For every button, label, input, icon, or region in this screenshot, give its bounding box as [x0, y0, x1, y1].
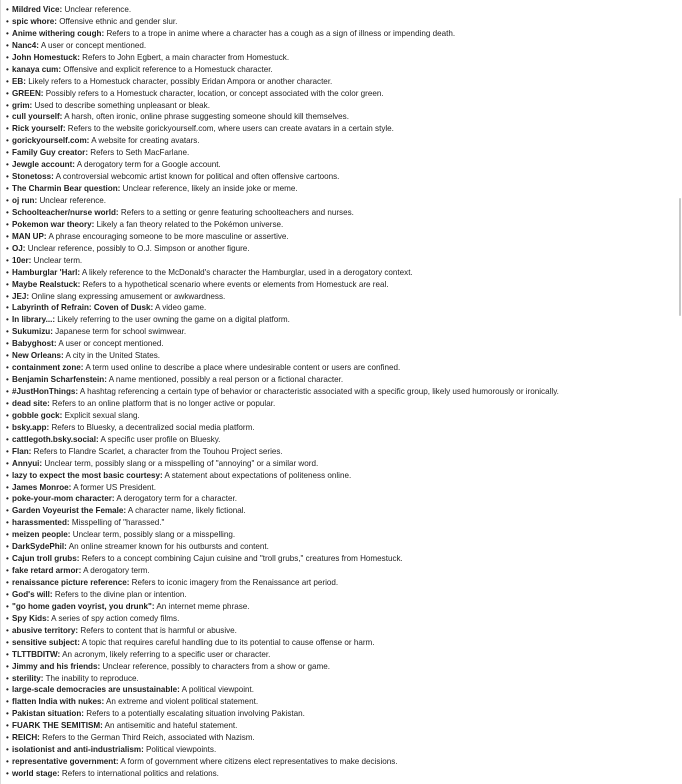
bullet-icon: •: [6, 28, 9, 38]
glossary-term: DarkSydePhil:: [12, 542, 67, 552]
glossary-term: Flan:: [12, 446, 32, 456]
bullet-icon: •: [6, 5, 9, 14]
glossary-definition: Unclear reference.: [64, 5, 132, 14]
glossary-item: [6, 76, 674, 88]
bullet-icon: •: [6, 196, 9, 205]
bullet-icon: •: [6, 554, 9, 564]
bullet-icon: •: [6, 625, 9, 635]
glossary-item: [6, 326, 674, 338]
bullet-icon: •: [6, 16, 9, 26]
bullet-icon: •: [6, 303, 9, 313]
glossary-definition: Refers to an online platform that is no longer active or popular.: [52, 398, 276, 408]
bullet-icon: •: [6, 339, 9, 349]
glossary-definition: A topic that requires careful handling due to its potential to cause offense or harm.: [81, 637, 375, 647]
glossary-definition: An internet meme phrase.: [156, 601, 250, 611]
glossary-definition: A name mentioned, possibly a real person or a fictional character.: [108, 375, 344, 385]
glossary-term: In library...:: [12, 315, 56, 325]
bullet-icon: •: [6, 745, 9, 755]
glossary-item: [6, 386, 674, 398]
glossary-term: EB:: [12, 76, 26, 86]
glossary-definition: Political viewpoints.: [146, 745, 217, 755]
bullet-icon: •: [6, 769, 9, 778]
glossary-item: [6, 446, 674, 458]
glossary-item: [6, 243, 674, 255]
scrollbar-thumb[interactable]: [679, 198, 681, 316]
bullet-icon: •: [6, 255, 9, 265]
glossary-item: [6, 147, 674, 159]
glossary-item: [6, 350, 674, 362]
bullet-icon: •: [6, 470, 9, 480]
bullet-icon: •: [6, 494, 9, 504]
glossary-item: [6, 529, 674, 541]
glossary-item: [6, 637, 674, 649]
glossary-item: [6, 684, 674, 696]
glossary-term: 10er:: [12, 255, 32, 265]
glossary-term: Maybe Realstuck:: [12, 279, 81, 289]
glossary-item: [6, 505, 674, 517]
bullet-icon: •: [6, 315, 9, 325]
glossary-item: [6, 362, 674, 374]
glossary-definition: Online slang expressing amusement or awkwardness.: [31, 291, 226, 301]
glossary-item: [6, 40, 674, 52]
bullet-icon: •: [6, 637, 9, 647]
bullet-icon: •: [6, 351, 9, 361]
glossary-term: kanaya cum:: [12, 64, 62, 74]
bullet-icon: •: [6, 40, 9, 50]
glossary-definition: Misspelling of "harassed.": [71, 518, 165, 528]
glossary-item: [6, 231, 674, 243]
glossary-definition: Used to describe something unpleasant or bleak.: [34, 100, 210, 110]
glossary-definition: A former US President.: [73, 482, 156, 492]
bullet-icon: •: [6, 673, 9, 683]
glossary-definition: A specific user profile on Bluesky.: [100, 434, 221, 444]
glossary-term: JEJ:: [12, 291, 30, 301]
glossary-definition: Refers to international politics and relations.: [61, 769, 219, 778]
glossary-term: gobble gock:: [12, 410, 63, 420]
glossary-definition: Likely a fan theory related to the Pokémon universe.: [96, 219, 284, 229]
glossary-term: Jimmy and his friends:: [12, 661, 101, 671]
bullet-icon: •: [6, 482, 9, 492]
glossary-item: [6, 613, 674, 625]
glossary-definition: Unclear term, possibly slang or a misspelling.: [72, 530, 236, 540]
glossary-definition: A term used online to describe a place where undesirable content or users are confined.: [85, 363, 401, 373]
glossary-definition: Refers to content that is harmful or abusive.: [80, 625, 237, 635]
glossary-definition: A political viewpoint.: [181, 685, 255, 695]
glossary-item: [6, 565, 674, 577]
bullet-icon: •: [6, 697, 9, 707]
bullet-icon: •: [6, 52, 9, 62]
glossary-term: isolationist and anti-industrialism:: [12, 745, 144, 755]
glossary-term: representative government:: [12, 757, 119, 767]
bullet-icon: •: [6, 733, 9, 743]
glossary-definition: Unclear reference, likely an inside joke or meme.: [122, 184, 298, 194]
glossary-item: [6, 482, 674, 494]
glossary-item: [6, 171, 674, 183]
bullet-icon: •: [6, 422, 9, 432]
glossary-item: [6, 744, 674, 756]
glossary-definition: A hashtag referencing a certain type of behavior or characteristic associated with a specific group, likely used humorously or ironically.: [79, 387, 559, 396]
glossary-item: [6, 649, 674, 661]
bullet-icon: •: [6, 542, 9, 552]
glossary-term: oj run:: [12, 196, 38, 205]
glossary-item: [6, 64, 674, 76]
glossary-term: abusive territory:: [12, 625, 79, 635]
bullet-icon: •: [6, 410, 9, 420]
glossary-item: [6, 52, 674, 64]
glossary-definition: Likely referring to the user owning the game on a digital platform.: [57, 315, 290, 325]
glossary-term: REICH:: [12, 733, 40, 743]
glossary-term: Babyghost:: [12, 339, 57, 349]
glossary-term: #JustHonThings:: [12, 387, 79, 396]
glossary-definition: A website for creating avatars.: [91, 136, 200, 146]
glossary-term: James Monroe:: [12, 482, 72, 492]
glossary-item: [6, 123, 674, 135]
glossary-item: [6, 135, 674, 147]
glossary-item: [6, 661, 674, 673]
bullet-icon: •: [6, 231, 9, 241]
bullet-icon: •: [6, 530, 9, 540]
bullet-icon: •: [6, 100, 9, 110]
glossary-definition: Refers to a hypothetical scenario where events or elements from Homestuck are real.: [82, 279, 389, 289]
glossary-term: meizen people:: [12, 530, 71, 540]
page-left-border: [0, 0, 1, 784]
glossary-item: [6, 183, 674, 195]
glossary-definition: A phrase encouraging someone to be more masculine or assertive.: [48, 231, 289, 241]
bullet-icon: •: [6, 434, 9, 444]
glossary-definition: A derogatory term.: [83, 566, 150, 576]
glossary-term: sterility:: [12, 673, 44, 683]
glossary-definition: Explicit sexual slang.: [64, 410, 140, 420]
bullet-icon: •: [6, 207, 9, 217]
glossary-definition: Refers to the website gorickyourself.com, where users can create avatars in a certain style.: [67, 124, 394, 134]
bullet-icon: •: [6, 458, 9, 468]
glossary-item: [6, 219, 674, 231]
glossary-definition: A harsh, often ironic, online phrase suggesting someone should kill themselves.: [64, 112, 349, 122]
bullet-icon: •: [6, 112, 9, 122]
bullet-icon: •: [6, 136, 9, 146]
glossary-item: [6, 195, 674, 207]
glossary-term: New Orleans:: [12, 351, 64, 361]
glossary-definition: An online streamer known for his outbursts and content.: [68, 542, 269, 552]
glossary-item: [6, 541, 674, 553]
glossary-definition: A derogatory term for a character.: [116, 494, 237, 504]
glossary-definition: A video game.: [155, 303, 207, 313]
glossary-term: large-scale democracies are unsustainable:: [12, 685, 180, 695]
glossary-item: [6, 28, 674, 40]
glossary-item: [6, 589, 674, 601]
scrollbar[interactable]: [677, 0, 682, 784]
glossary-definition: Refers to the divine plan or intention.: [54, 589, 187, 599]
bullet-icon: •: [6, 243, 9, 253]
bullet-icon: •: [6, 76, 9, 86]
glossary-term: containment zone:: [12, 363, 84, 373]
glossary-item: [6, 696, 674, 708]
bullet-icon: •: [6, 685, 9, 695]
glossary-definition: An extreme and violent political statement.: [106, 697, 259, 707]
glossary-item: [6, 302, 674, 314]
glossary-item: [6, 267, 674, 279]
glossary-item: [6, 398, 674, 410]
glossary-definition: Unclear reference, possibly to O.J. Simpson or another figure.: [27, 243, 250, 253]
glossary-item: [6, 458, 674, 470]
glossary-item: [6, 100, 674, 112]
glossary-definition: Unclear term.: [33, 255, 83, 265]
bullet-icon: •: [6, 589, 9, 599]
glossary-definition: Refers to Flandre Scarlet, a character from the Touhou Project series.: [33, 446, 283, 456]
glossary-item: [6, 255, 674, 267]
glossary-definition: The inability to reproduce.: [45, 673, 139, 683]
glossary-definition: A form of government where citizens elect representatives to make decisions.: [120, 757, 398, 767]
glossary-definition: Unclear reference, possibly to characters from a show or game.: [102, 661, 331, 671]
glossary-item: [6, 374, 674, 386]
glossary-definition: Refers to a setting or genre featuring schoolteachers and nurses.: [120, 207, 354, 217]
glossary-definition: Likely refers to a Homestuck character, possibly Eridan Ampora or another character.: [28, 76, 333, 86]
bullet-icon: •: [6, 64, 9, 74]
bullet-icon: •: [6, 160, 9, 170]
glossary-item: [6, 88, 674, 100]
bullet-icon: •: [6, 219, 9, 229]
glossary-term: Nanc4:: [12, 40, 39, 50]
glossary-item: [6, 314, 674, 326]
glossary-term: gorickyourself.com:: [12, 136, 90, 146]
glossary-term: God's will:: [12, 589, 53, 599]
bullet-icon: •: [6, 506, 9, 516]
bullet-icon: •: [6, 721, 9, 731]
glossary-term: dead site:: [12, 398, 50, 408]
glossary-item: [6, 601, 674, 613]
glossary-term: TLTTBDITW:: [12, 649, 61, 659]
glossary-definition: A statement about expectations of politeness online.: [164, 470, 352, 480]
glossary-term: The Charmin Bear question:: [12, 184, 121, 194]
glossary-definition: Refers to a concept combining Cajun cuisine and "troll grubs," creatures from Homestuck.: [81, 554, 403, 564]
bullet-icon: •: [6, 279, 9, 289]
glossary-item: [6, 756, 674, 768]
glossary-item: [6, 422, 674, 434]
glossary-definition: Possibly refers to a Homestuck character, location, or concept associated with the color green.: [45, 88, 384, 98]
bullet-icon: •: [6, 446, 9, 456]
glossary-term: Rick yourself:: [12, 124, 66, 134]
glossary-term: OJ:: [12, 243, 26, 253]
glossary-definition: An antisemitic and hateful statement.: [104, 721, 238, 731]
glossary-term: Jewgle account:: [12, 160, 75, 170]
glossary-term: Sukumizu:: [12, 327, 53, 337]
bullet-icon: •: [6, 172, 9, 182]
glossary-item: [6, 577, 674, 589]
bullet-icon: •: [6, 387, 9, 396]
glossary-term: lazy to expect the most basic courtesy:: [12, 470, 163, 480]
bullet-icon: •: [6, 661, 9, 671]
glossary-definition: Japanese term for school swimwear.: [55, 327, 187, 337]
glossary-definition: Unclear term, possibly slang or a misspelling of "annoying" or a similar word.: [44, 458, 319, 468]
glossary-item: [6, 279, 674, 291]
glossary-list: [6, 4, 674, 780]
glossary-term: Cajun troll grubs:: [12, 554, 80, 564]
glossary-item: [6, 708, 674, 720]
glossary-definition: A derogatory term for a Google account.: [76, 160, 221, 170]
glossary-term: Stonetoss:: [12, 172, 54, 182]
glossary-definition: Offensive ethnic and gender slur.: [59, 16, 178, 26]
glossary-item: [6, 517, 674, 529]
glossary-term: fake retard armor:: [12, 566, 82, 576]
glossary-term: John Homestuck:: [12, 52, 80, 62]
glossary-item: [6, 768, 674, 780]
glossary-term: grim:: [12, 100, 33, 110]
glossary-term: world stage:: [12, 769, 60, 778]
glossary-item: [6, 410, 674, 422]
glossary-definition: Refers to the German Third Reich, associated with Nazism.: [42, 733, 255, 743]
glossary-item: [6, 673, 674, 685]
glossary-item: [6, 434, 674, 446]
glossary-term: Schoolteacher/nurse world:: [12, 207, 119, 217]
glossary-item: [6, 111, 674, 123]
glossary-term: Annyui:: [12, 458, 43, 468]
glossary-definition: A controversial webcomic artist known for political and often offensive cartoons.: [55, 172, 340, 182]
glossary-term: flatten India with nukes:: [12, 697, 105, 707]
glossary-item: [6, 493, 674, 505]
glossary-definition: A character name, likely fictional.: [127, 506, 246, 516]
glossary-term: Labyrinth of Refrain: Coven of Dusk:: [12, 303, 154, 313]
bullet-icon: •: [6, 88, 9, 98]
bullet-icon: •: [6, 291, 9, 301]
glossary-item: [6, 338, 674, 350]
glossary-term: harassmented:: [12, 518, 70, 528]
glossary-term: "go home gaden voyrist, you drunk":: [12, 601, 155, 611]
glossary-definition: Refers to a trope in anime where a character has a cough as a sign of illness or impending death.: [106, 28, 456, 38]
glossary-definition: A series of spy action comedy films.: [51, 613, 180, 623]
glossary-item: [6, 291, 674, 303]
glossary-term: poke-your-mom character:: [12, 494, 115, 504]
glossary-term: Pokemon war theory:: [12, 219, 95, 229]
glossary-term: cattlegoth.bsky.social:: [12, 434, 99, 444]
bullet-icon: •: [6, 267, 9, 277]
glossary-item: [6, 207, 674, 219]
glossary-term: GREEN:: [12, 88, 44, 98]
glossary-term: Mildred Vice:: [12, 5, 63, 14]
glossary-term: Benjamin Scharfenstein:: [12, 375, 107, 385]
glossary-definition: Refers to a potentially escalating situation involving Pakistan.: [86, 709, 305, 719]
bullet-icon: •: [6, 601, 9, 611]
bullet-icon: •: [6, 124, 9, 134]
glossary-definition: A user or concept mentioned.: [40, 40, 147, 50]
glossary-term: Hamburglar 'Harl:: [12, 267, 81, 277]
glossary-item: [6, 625, 674, 637]
glossary-item: [6, 4, 674, 16]
glossary-item: [6, 732, 674, 744]
glossary-item: [6, 159, 674, 171]
bullet-icon: •: [6, 566, 9, 576]
bullet-icon: •: [6, 398, 9, 408]
glossary-term: bsky.app:: [12, 422, 50, 432]
glossary-definition: A city in the United States.: [65, 351, 161, 361]
bullet-icon: •: [6, 518, 9, 528]
glossary-term: renaissance picture reference:: [12, 578, 130, 587]
glossary-definition: A likely reference to the McDonald's character the Hamburglar, used in a derogatory context.: [81, 267, 413, 277]
glossary-definition: Refers to iconic imagery from the Renaissance art period.: [131, 578, 339, 587]
bullet-icon: •: [6, 148, 9, 158]
glossary-term: Pakistan situation:: [12, 709, 84, 719]
glossary-definition: Refers to John Egbert, a main character from Homestuck.: [82, 52, 290, 62]
glossary-term: Family Guy creator:: [12, 148, 89, 158]
glossary-definition: Refers to Seth MacFarlane.: [90, 148, 190, 158]
glossary-definition: Offensive and explicit reference to a Homestuck character.: [63, 64, 273, 74]
glossary-item: [6, 720, 674, 732]
glossary-term: Spy Kids:: [12, 613, 50, 623]
glossary-term: MAN UP:: [12, 231, 47, 241]
bullet-icon: •: [6, 649, 9, 659]
bullet-icon: •: [6, 757, 9, 767]
glossary-definition: An acronym, likely referring to a specific user or character.: [62, 649, 271, 659]
glossary-item: [6, 470, 674, 482]
bullet-icon: •: [6, 363, 9, 373]
glossary-term: FUARK THE SEMITISM:: [12, 721, 103, 731]
bullet-icon: •: [6, 613, 9, 623]
bullet-icon: •: [6, 375, 9, 385]
bullet-icon: •: [6, 327, 9, 337]
glossary-term: sensitive subject:: [12, 637, 80, 647]
glossary-term: Garden Voyeurist the Female:: [12, 506, 127, 516]
bullet-icon: •: [6, 709, 9, 719]
glossary-item: [6, 553, 674, 565]
glossary-term: Anime withering cough:: [12, 28, 105, 38]
glossary-definition: Unclear reference.: [39, 196, 107, 205]
bullet-icon: •: [6, 578, 9, 587]
glossary-term: cull yourself:: [12, 112, 63, 122]
glossary-item: [6, 16, 674, 28]
bullet-icon: •: [6, 184, 9, 194]
glossary-term: spic whore:: [12, 16, 57, 26]
glossary-definition: Refers to Bluesky, a decentralized social media platform.: [51, 422, 255, 432]
glossary-definition: A user or concept mentioned.: [58, 339, 164, 349]
